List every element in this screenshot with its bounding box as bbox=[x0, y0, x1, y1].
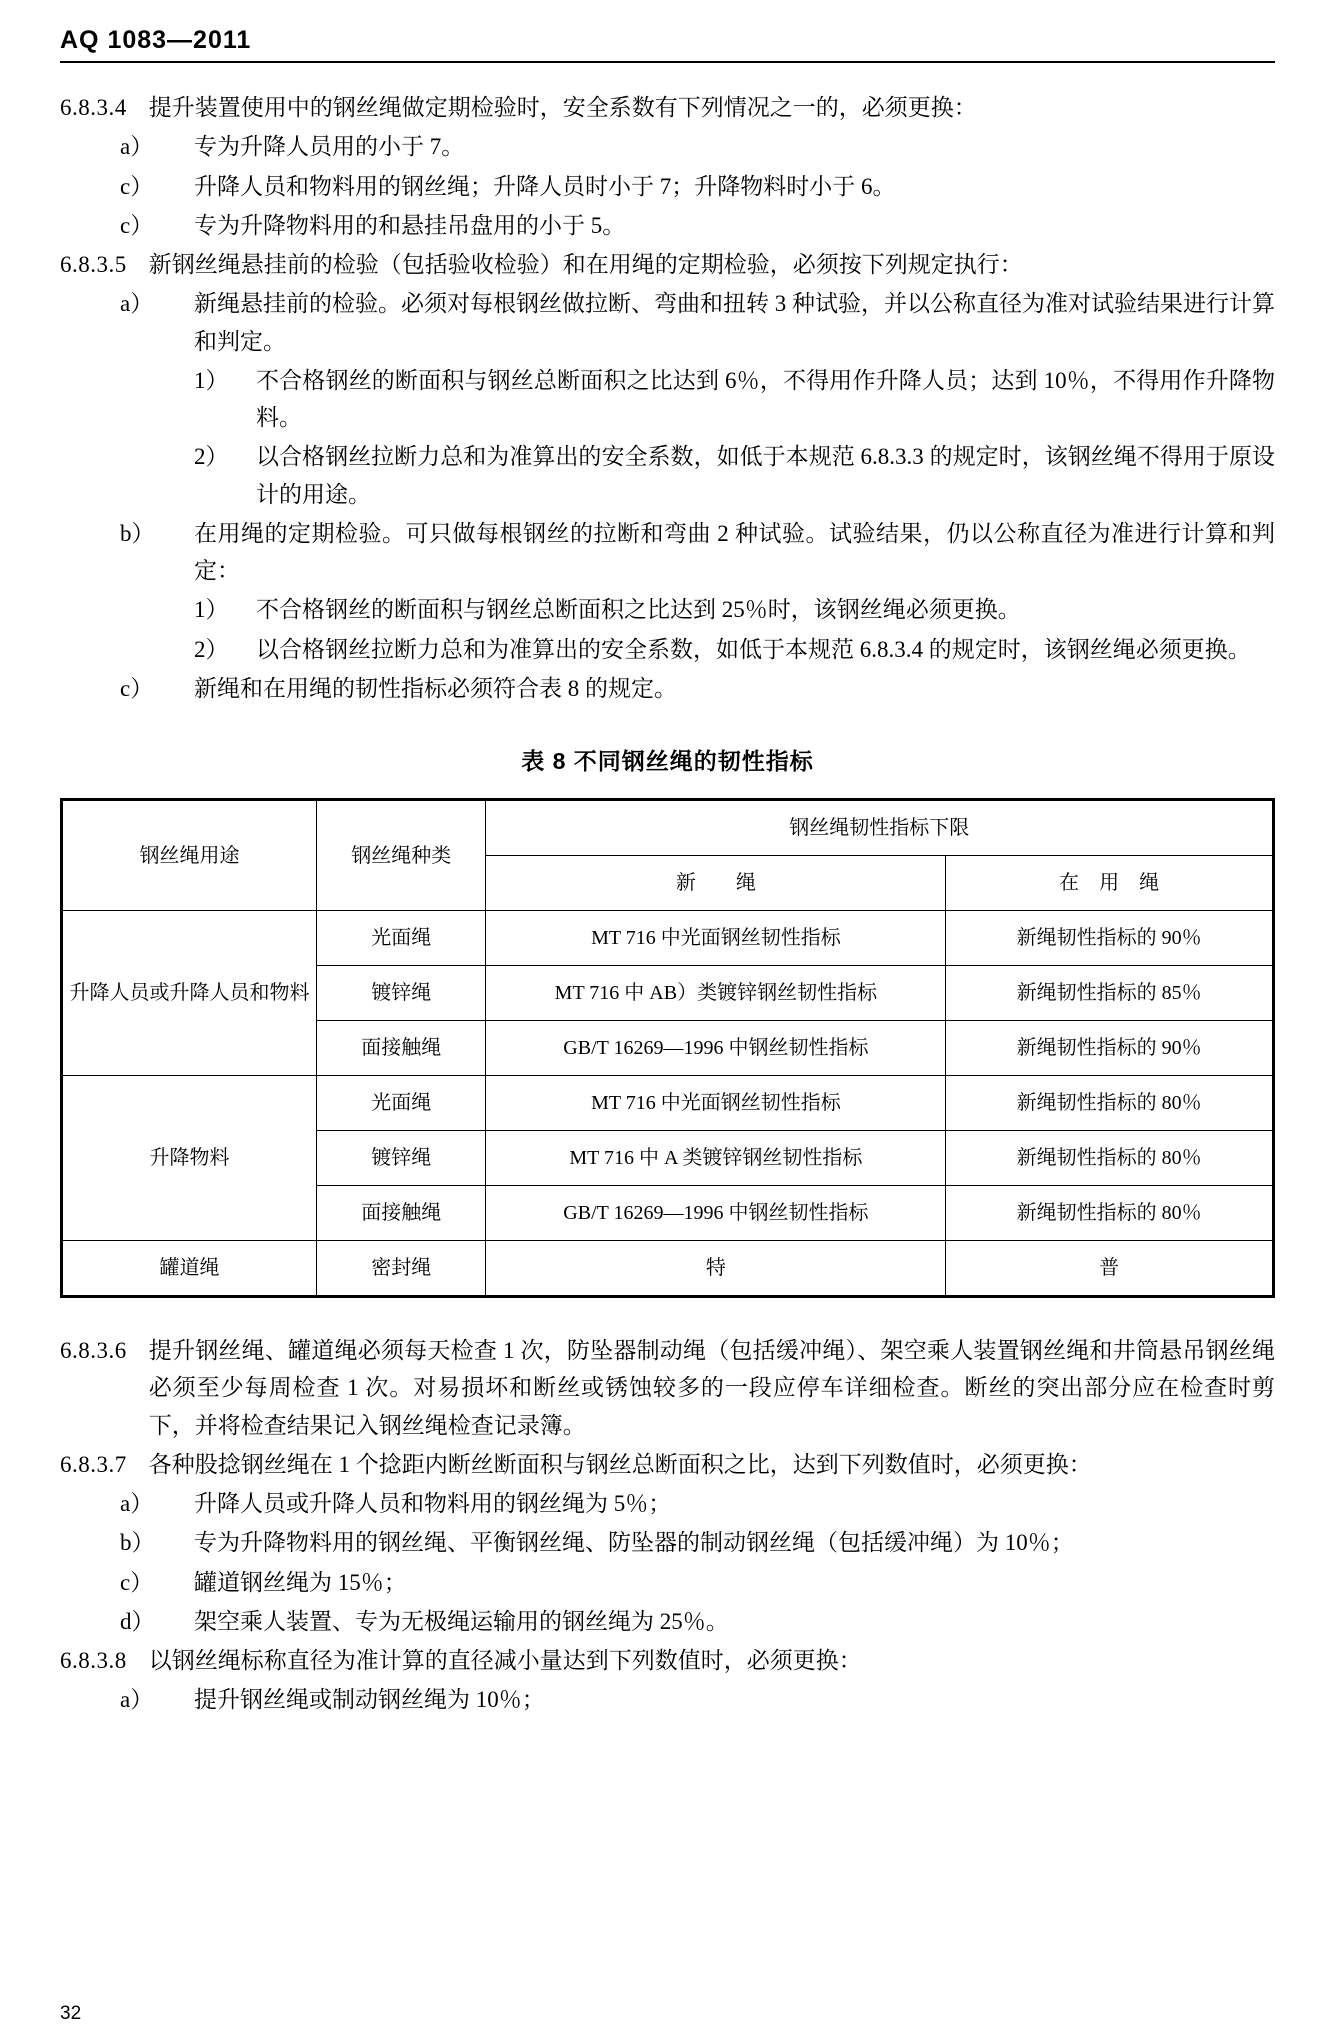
cell-inuse: 新绳韧性指标的 90％ bbox=[946, 911, 1273, 966]
sub-list-item bbox=[60, 362, 1275, 437]
cell-new: GB/T 16269—1996 中钢丝韧性指标 bbox=[486, 1186, 946, 1241]
table-8-wrapper bbox=[60, 798, 1275, 1298]
list-marker: c） bbox=[120, 675, 154, 701]
clause-number: 6.8.3.8 bbox=[60, 1648, 127, 1673]
list-item bbox=[60, 1485, 1275, 1522]
cell-type: 镀锌绳 bbox=[317, 966, 486, 1021]
sub-list-item bbox=[60, 438, 1275, 513]
cell-new: MT 716 中 A 类镀锌钢丝韧性指标 bbox=[486, 1131, 946, 1186]
list-marker: c） bbox=[120, 1569, 154, 1595]
list-marker: a） bbox=[120, 1687, 154, 1713]
list-marker: c） bbox=[120, 212, 154, 238]
table-row bbox=[63, 911, 1273, 966]
list-item bbox=[60, 1681, 1275, 1718]
cell-type: 面接触绳 bbox=[317, 1186, 486, 1241]
clause-number: 6.8.3.4 bbox=[60, 95, 127, 120]
cell-new: GB/T 16269—1996 中钢丝韧性指标 bbox=[486, 1021, 946, 1076]
sub-list-marker: 1） bbox=[194, 597, 229, 623]
cell-type: 光面绳 bbox=[317, 1076, 486, 1131]
list-text: 新绳和在用绳的韧性指标必须符合表 8 的规定。 bbox=[194, 675, 677, 701]
clause-text: 以钢丝绳标称直径为准计算的直径减小量达到下列数值时，必须更换： bbox=[148, 1648, 862, 1673]
cell-type: 镀锌绳 bbox=[317, 1131, 486, 1186]
list-marker: a） bbox=[120, 1491, 154, 1516]
list-text: 升降人员和物料用的钢丝绳；升降人员时小于 7；升降物料时小于 6。 bbox=[194, 173, 896, 199]
list-item bbox=[60, 1603, 1275, 1640]
cell-type: 光面绳 bbox=[317, 911, 486, 966]
table-header-row-1 bbox=[63, 801, 1273, 856]
list-text: 专为升降物料用的钢丝绳、平衡钢丝绳、防坠器的制动钢丝绳（包括缓冲绳）为 10％； bbox=[194, 1530, 1074, 1556]
clause-6-8-3-7 bbox=[60, 1446, 1275, 1483]
sub-list-text: 不合格钢丝的断面积与钢丝总断面积之比达到 6％，不得用作升降人员；达到 10％，不得用作升降物料。 bbox=[256, 367, 1275, 430]
list-text: 提升钢丝绳或制动钢丝绳为 10％； bbox=[194, 1687, 545, 1713]
list-item bbox=[60, 168, 1275, 205]
cell-inuse: 新绳韧性指标的 90％ bbox=[946, 1021, 1273, 1076]
clause-6-8-3-4 bbox=[60, 89, 1275, 126]
clause-text: 新钢丝绳悬挂前的检验（包括验收检验）和在用绳的定期检验，必须按下列规定执行： bbox=[148, 252, 1023, 277]
list-marker: a） bbox=[120, 291, 154, 317]
list-text: 新绳悬挂前的检验。必须对每根钢丝做拉断、弯曲和扭转 3 种试验，并以公称直径为准对试验结果进行计算和判定。 bbox=[194, 291, 1275, 354]
clause-number: 6.8.3.6 bbox=[60, 1338, 127, 1363]
sub-list-item bbox=[60, 591, 1275, 628]
cell-new: MT 716 中光面钢丝韧性指标 bbox=[486, 1076, 946, 1131]
table-row bbox=[63, 1076, 1273, 1131]
cell-use: 升降人员或升降人员和物料 bbox=[63, 911, 317, 1076]
sub-list-marker: 1） bbox=[194, 367, 229, 393]
page-number: 32 bbox=[60, 2003, 82, 2024]
clause-number: 6.8.3.5 bbox=[60, 252, 127, 277]
list-marker: c） bbox=[120, 173, 154, 199]
clause-number: 6.8.3.7 bbox=[60, 1451, 127, 1477]
cell-inuse: 新绳韧性指标的 80％ bbox=[946, 1131, 1273, 1186]
header-divider bbox=[60, 61, 1275, 63]
list-item bbox=[60, 128, 1275, 165]
clause-text: 提升装置使用中的钢丝绳做定期检验时，安全系数有下列情况之一的，必须更换： bbox=[148, 95, 977, 120]
list-item bbox=[60, 1564, 1275, 1601]
cell-new: MT 716 中光面钢丝韧性指标 bbox=[486, 911, 946, 966]
list-item bbox=[60, 207, 1275, 244]
header-cell-toughness-group: 钢丝绳韧性指标下限 bbox=[486, 801, 1273, 856]
list-text: 升降人员或升降人员和物料用的钢丝绳为 5％； bbox=[194, 1491, 672, 1516]
clause-6-8-3-6 bbox=[60, 1332, 1275, 1444]
clause-text: 提升钢丝绳、罐道绳必须每天检查 1 次，防坠器制动绳（包括缓冲绳）、架空乘人装置钢丝绳和井筒悬吊钢丝绳必须至少每周检查 1 次。对易损坏和断丝或锈蚀较多的一段应停车详细检查。断丝的突出部分应在检查时剪下，并将检查结果记入钢丝绳检查记录簿。 bbox=[148, 1338, 1275, 1438]
table-8 bbox=[62, 800, 1273, 1296]
cell-type: 面接触绳 bbox=[317, 1021, 486, 1076]
list-marker: a） bbox=[120, 134, 154, 160]
clause-6-8-3-5 bbox=[60, 246, 1275, 283]
sub-list-item bbox=[60, 631, 1275, 668]
header-cell-inuse-rope: 在 用 绳 bbox=[946, 856, 1273, 911]
table-8-title: 表 8 不同钢丝绳的韧性指标 bbox=[521, 748, 814, 774]
page-header-standard-code: AQ 1083—2011 bbox=[60, 26, 252, 54]
cell-inuse: 新绳韧性指标的 85％ bbox=[946, 966, 1273, 1021]
list-item bbox=[60, 515, 1275, 590]
clause-text: 各种股捻钢丝绳在 1 个捻距内断丝断面积与钢丝总断面积之比，达到下列数值时，必须更换： bbox=[148, 1451, 1092, 1477]
sub-list-text: 以合格钢丝拉断力总和为准算出的安全系数，如低于本规范 6.8.3.4 的规定时，该钢丝绳必须更换。 bbox=[256, 636, 1251, 662]
list-text: 架空乘人装置、专为无极绳运输用的钢丝绳为 25％。 bbox=[194, 1608, 729, 1634]
list-text: 专为升降人员用的小于 7。 bbox=[194, 134, 465, 160]
list-marker: b） bbox=[120, 520, 155, 546]
list-text: 在用绳的定期检验。可只做每根钢丝的拉断和弯曲 2 种试验。试验结果，仍以公称直径为准进行计算和判定： bbox=[194, 520, 1275, 583]
sub-list-text: 以合格钢丝拉断力总和为准算出的安全系数，如低于本规范 6.8.3.3 的规定时，该钢丝绳不得用于原设计的用途。 bbox=[256, 444, 1275, 507]
cell-new: MT 716 中 AB）类镀锌钢丝韧性指标 bbox=[486, 966, 946, 1021]
list-item bbox=[60, 285, 1275, 360]
list-item bbox=[60, 1524, 1275, 1561]
clause-6-8-3-8 bbox=[60, 1642, 1275, 1679]
cell-inuse: 新绳韧性指标的 80％ bbox=[946, 1076, 1273, 1131]
sub-list-marker: 2） bbox=[194, 636, 229, 662]
sub-list-marker: 2） bbox=[194, 444, 229, 470]
list-marker: d） bbox=[120, 1608, 155, 1634]
header-cell-use: 钢丝绳用途 bbox=[63, 801, 317, 911]
list-marker: b） bbox=[120, 1530, 155, 1556]
list-text: 罐道钢丝绳为 15％； bbox=[194, 1569, 407, 1595]
header-cell-new-rope: 新 绳 bbox=[486, 856, 946, 911]
cell-inuse: 新绳韧性指标的 80％ bbox=[946, 1186, 1273, 1241]
cell-new: 特 bbox=[486, 1241, 946, 1296]
cell-use: 罐道绳 bbox=[63, 1241, 317, 1296]
list-text: 专为升降物料用的和悬挂吊盘用的小于 5。 bbox=[194, 212, 626, 238]
cell-use: 升降物料 bbox=[63, 1076, 317, 1241]
cell-inuse: 普 bbox=[946, 1241, 1273, 1296]
cell-type: 密封绳 bbox=[317, 1241, 486, 1296]
sub-list-text: 不合格钢丝的断面积与钢丝总断面积之比达到 25％时，该钢丝绳必须更换。 bbox=[256, 597, 1021, 623]
header-cell-type: 钢丝绳种类 bbox=[317, 801, 486, 911]
list-item bbox=[60, 670, 1275, 707]
table-row bbox=[63, 1241, 1273, 1296]
